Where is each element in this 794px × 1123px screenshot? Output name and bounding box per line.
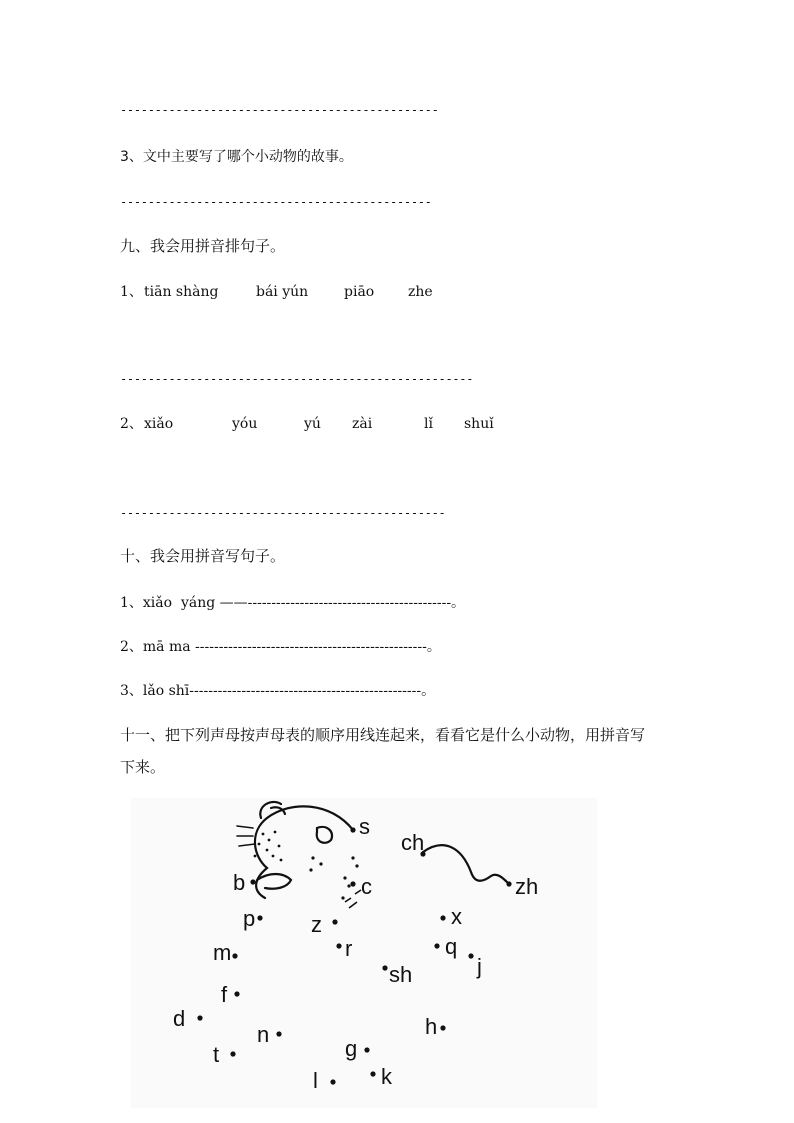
connect-the-dots-drawing <box>131 798 597 1108</box>
section-9-item-1 <box>120 282 460 302</box>
pinyin-word: shuǐ <box>464 416 494 432</box>
section-9-item-2 <box>120 414 520 434</box>
pinyin-word: yú <box>304 416 321 432</box>
pinyin-word: tiān shàng <box>144 284 219 300</box>
answer-line: ---------------------------------------------- <box>120 103 439 117</box>
connect-the-dots-figure <box>131 798 597 1108</box>
letter-c: c <box>361 874 372 899</box>
letter-r: r <box>345 936 353 961</box>
question-3: 3、文中主要写了哪个小动物的故事。 <box>120 149 353 165</box>
pinyin-word: zài <box>352 416 373 432</box>
letter-s: s <box>359 814 370 839</box>
section-10-title: 十、我会用拼音写句子。 <box>120 547 286 565</box>
answer-line: ----------------------------------------------- <box>120 506 446 520</box>
letter-z: z <box>311 912 322 937</box>
section-9-title: 九、我会用拼音排句子。 <box>120 237 286 255</box>
letter-h: h <box>425 1014 438 1039</box>
pinyin-word: piāo <box>344 284 375 300</box>
letter-n: n <box>257 1022 270 1047</box>
letter-x: x <box>451 904 462 929</box>
letter-p: p <box>243 906 256 931</box>
section-10-item-2: 2、mā ma -------------------------------------------------。 <box>120 639 441 655</box>
letter-q: q <box>445 934 458 959</box>
pinyin-word: zhe <box>408 284 433 300</box>
letter-m: m <box>213 940 232 965</box>
letter-g: g <box>345 1036 358 1061</box>
section-10-item-1: 1、xiǎo yáng ——-------------------------------------------。 <box>120 595 466 611</box>
section-11-title-line-2: 下来。 <box>120 758 166 776</box>
pinyin-word: yóu <box>232 416 258 432</box>
fur-ticks <box>345 890 361 908</box>
letter-l: l <box>313 1068 318 1093</box>
letter-ch: ch <box>401 830 425 855</box>
answer-line: --------------------------------------------------- <box>120 372 474 386</box>
letter-t: t <box>213 1042 220 1067</box>
letter-k: k <box>381 1064 392 1089</box>
section-10-item-3: 3、lǎo shī-------------------------------------------------。 <box>120 683 436 699</box>
letter-f: f <box>221 982 228 1007</box>
pinyin-word: bái yún <box>256 284 309 300</box>
item-number: 1、 <box>120 284 143 300</box>
answer-line: --------------------------------------------- <box>120 195 432 209</box>
pinyin-word: lǐ <box>424 416 433 432</box>
letter-zh: zh <box>515 874 539 899</box>
section-11-title-line-1: 十一、把下列声母按声母表的顺序用线连起来，看看它是什么小动物，用拼音写 <box>120 726 646 744</box>
animal-outline <box>237 802 509 898</box>
letter-b: b <box>233 870 246 895</box>
item-number: 2、 <box>120 416 143 432</box>
letter-sh: sh <box>389 962 413 987</box>
pinyin-word: xiǎo <box>144 416 174 432</box>
letter-j: j <box>477 954 482 979</box>
letter-d: d <box>173 1006 186 1031</box>
